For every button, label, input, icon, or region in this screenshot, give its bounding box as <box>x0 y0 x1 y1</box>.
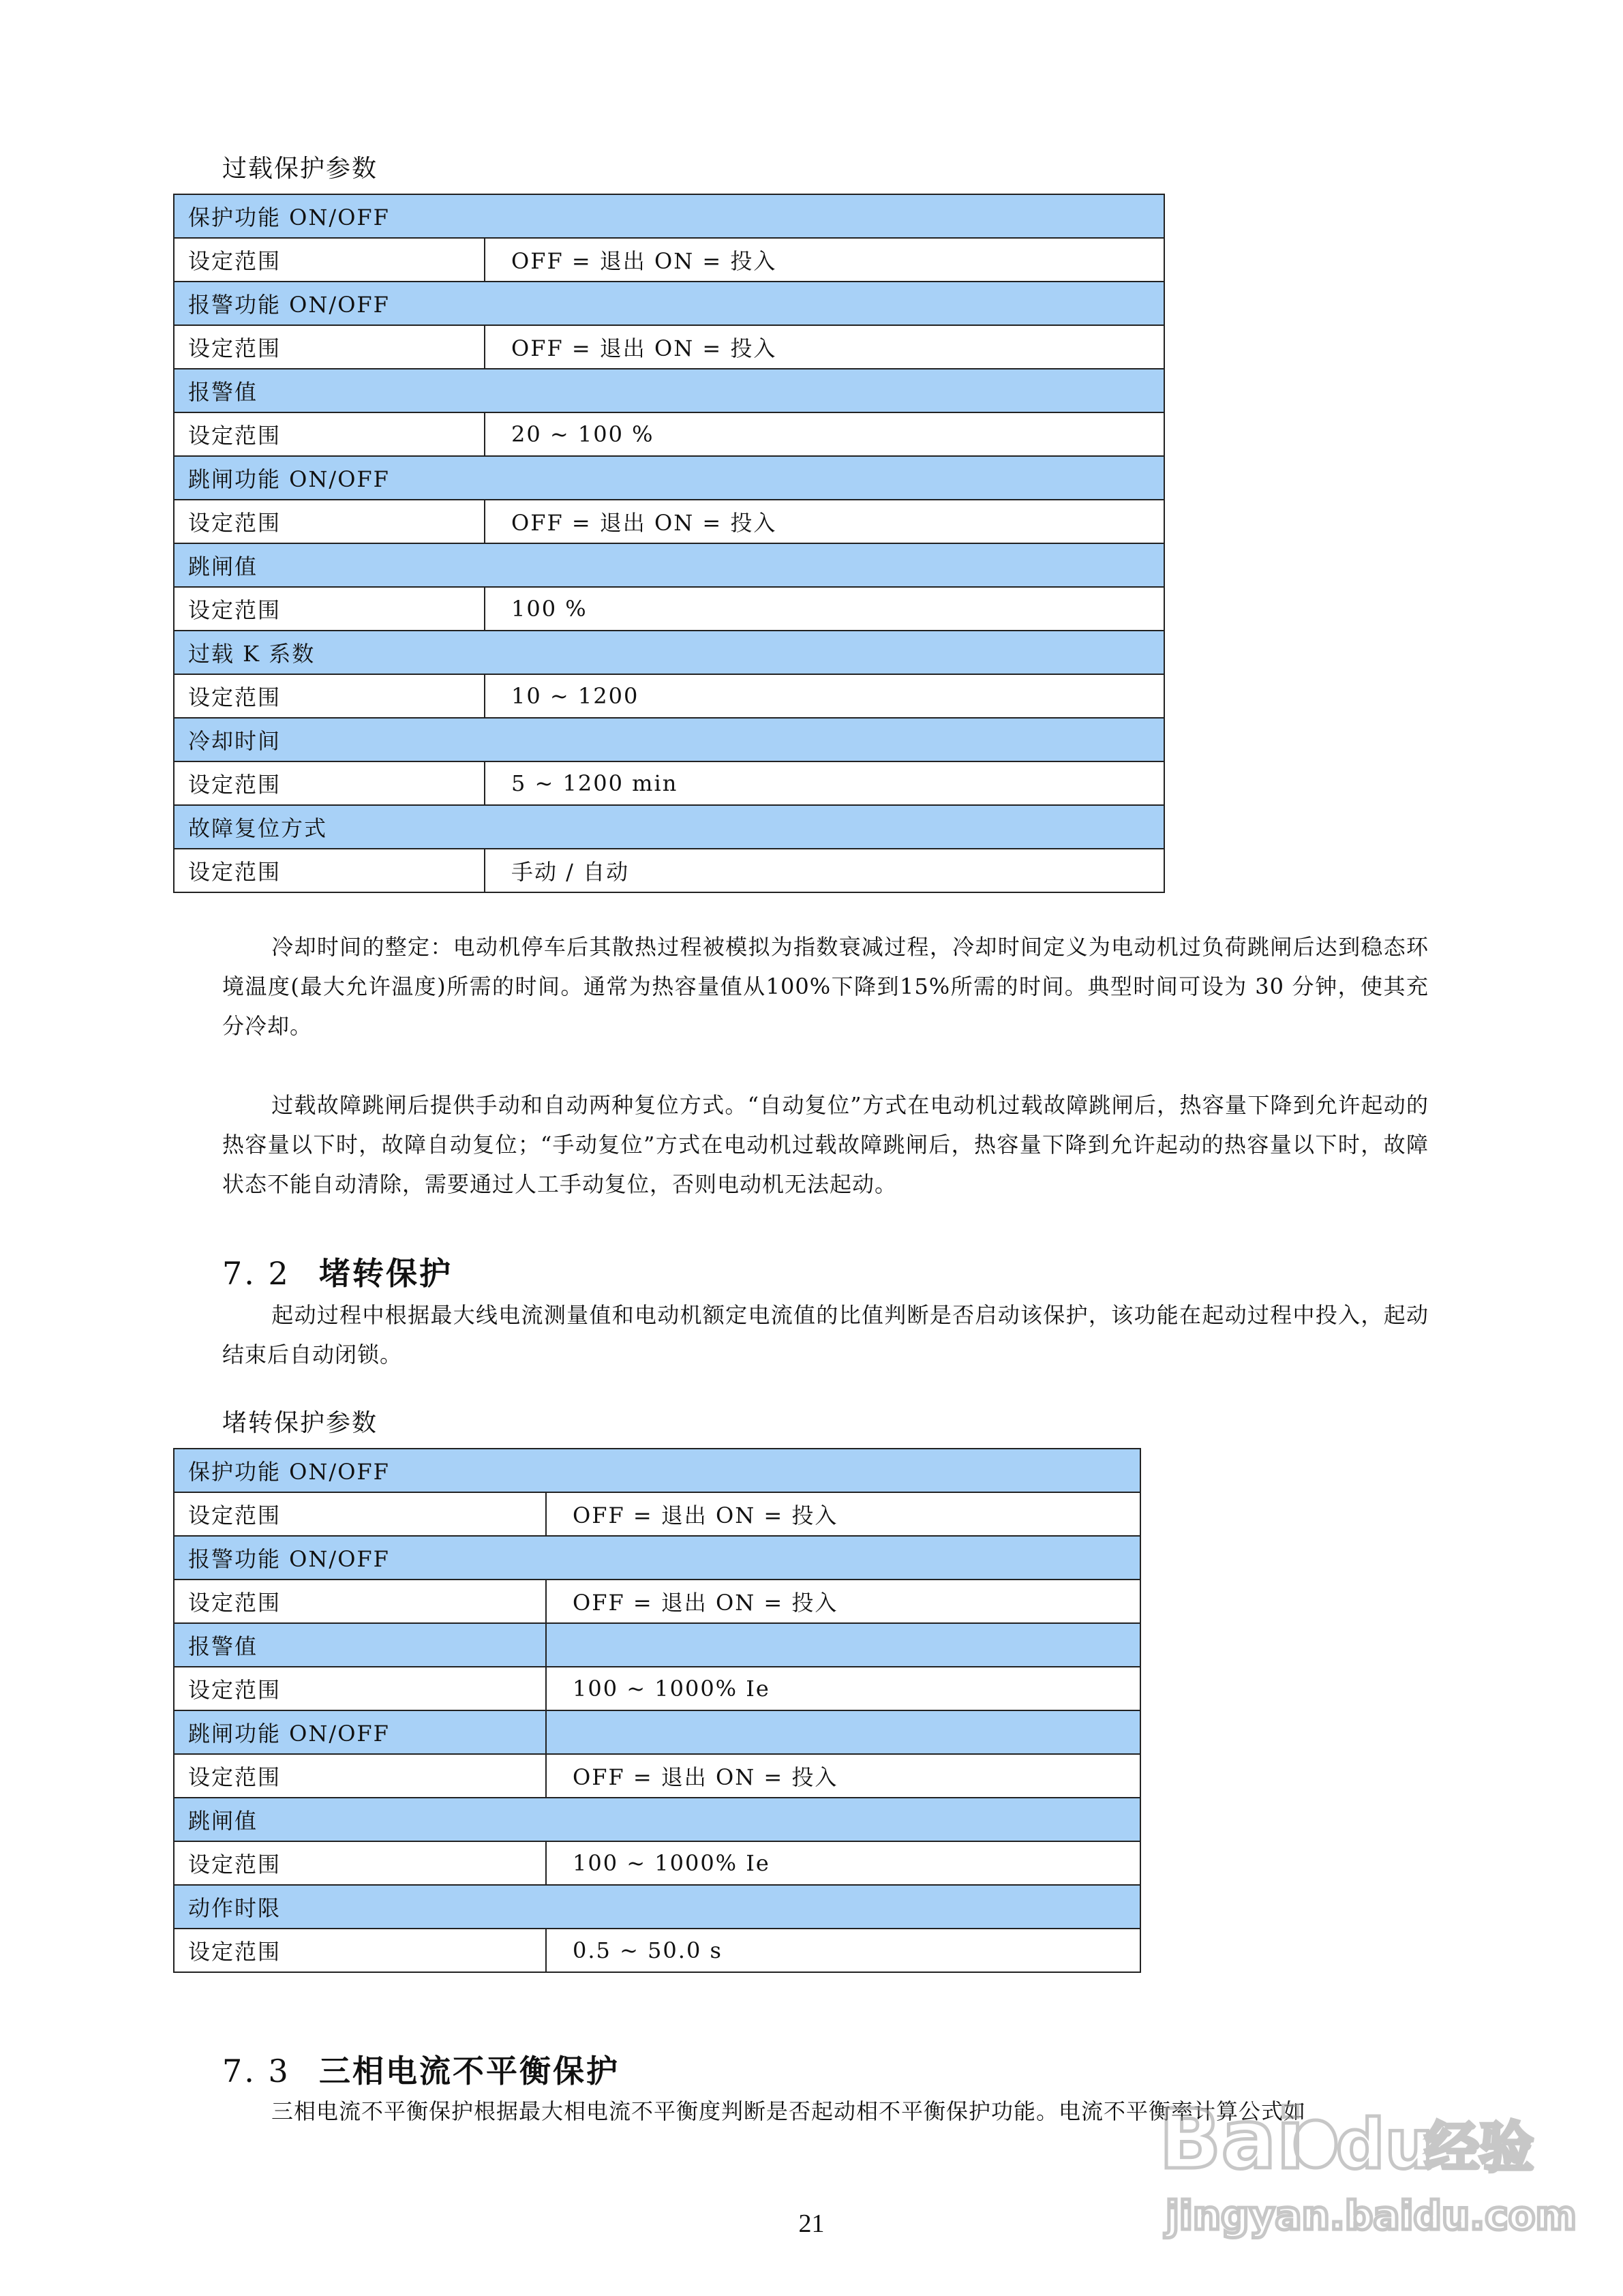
param-name: 跳闸功能 ON/OFF <box>174 456 1164 500</box>
overload-parameter-table <box>173 194 1165 893</box>
section-number: 7. 3 <box>222 2053 290 2089</box>
baidu-jingyan-watermark <box>1152 2086 1577 2243</box>
param-label: 设定范围 <box>174 412 485 456</box>
param-label: 设定范围 <box>174 1492 546 1536</box>
param-label: 设定范围 <box>174 587 485 631</box>
param-value: 手动 / 自动 <box>485 849 1164 892</box>
param-name: 跳闸值 <box>174 1798 1140 1841</box>
table-row <box>174 369 1164 412</box>
param-value: OFF = 退出 ON = 投入 <box>485 238 1164 282</box>
section-heading-7-2 <box>222 1254 453 1293</box>
paragraph-text: 过载故障跳闸后提供手动和自动两种复位方式。“自动复位”方式在电动机过载故障跳闸后，热容量下降到允许起动的热容量以下时，故障自动复位；“手动复位”方式在电动机过载故障跳闸后，热容量下降到允许起动的热容量以下时，故障状态不能自动清除，需要通过人工手动复位，否则电动机无法起动。 <box>222 1092 1429 1197</box>
table-row <box>174 1623 1140 1667</box>
param-name: 故障复位方式 <box>174 805 1164 849</box>
section-number: 7. 2 <box>222 1255 290 1292</box>
param-name: 冷却时间 <box>174 718 1164 761</box>
param-label: 设定范围 <box>174 500 485 543</box>
param-label: 设定范围 <box>174 325 485 369</box>
param-empty-cell <box>546 1623 1140 1667</box>
param-label: 设定范围 <box>174 1580 546 1623</box>
table-row <box>174 1580 1140 1623</box>
param-value: 20 ~ 100 % <box>485 412 1164 456</box>
table-row <box>174 500 1164 543</box>
param-name: 过载 K 系数 <box>174 631 1164 674</box>
param-value: OFF = 退出 ON = 投入 <box>546 1492 1140 1536</box>
section-title: 堵转保护 <box>319 1255 453 1292</box>
paragraph-text: 起动过程中根据最大线电流测量值和电动机额定电流值的比值判断是否启动该保护，该功能在起动过程中投入，起动结束后自动闭锁。 <box>222 1302 1429 1368</box>
page-number: 21 <box>798 2209 825 2238</box>
table-row <box>174 718 1164 761</box>
param-label: 设定范围 <box>174 674 485 718</box>
table-row <box>174 849 1164 892</box>
table-row <box>174 456 1164 500</box>
param-value: 0.5 ~ 50.0 s <box>546 1929 1140 1972</box>
stall-parameter-table <box>173 1448 1141 1973</box>
watermark-cn: 经验 <box>1425 2116 1534 2179</box>
param-value: OFF = 退出 ON = 投入 <box>485 325 1164 369</box>
param-value: 100 % <box>485 587 1164 631</box>
table-row <box>174 1536 1140 1580</box>
table-row <box>174 543 1164 587</box>
overload-table-caption: 过载保护参数 <box>222 155 378 183</box>
param-label: 设定范围 <box>174 1667 546 1710</box>
section-title: 三相电流不平衡保护 <box>319 2053 620 2089</box>
param-value: 10 ~ 1200 <box>485 674 1164 718</box>
watermark-url: jingyan.baidu.com <box>1166 2192 1577 2239</box>
section-heading-7-3 <box>222 2052 620 2090</box>
paragraph-text: 冷却时间的整定：电动机停车后其散热过程被模拟为指数衰减过程，冷却时间定义为电动机过负荷跳闸后达到稳态环境温度(最大允许温度)所需的时间。通常为热容量值从100%下降到15%所需的时间。典型时间可设为 30 分钟，使其充分冷却。 <box>222 934 1429 1039</box>
table-row <box>174 674 1164 718</box>
watermark-brand-2: du <box>1336 2104 1434 2184</box>
table-row <box>174 1885 1140 1929</box>
paragraph-text: 三相电流不平衡保护根据最大相电流不平衡度判断是否起动相不平衡保护功能。电流不平衡率计算公式如 <box>271 2098 1307 2124</box>
table-row <box>174 238 1164 282</box>
param-label: 设定范围 <box>174 238 485 282</box>
table-row <box>174 631 1164 674</box>
paragraph-cooling-time <box>222 927 1429 1046</box>
table-row <box>174 1492 1140 1536</box>
param-label: 设定范围 <box>174 1754 546 1798</box>
table-row <box>174 282 1164 325</box>
stall-table-caption: 堵转保护参数 <box>222 1409 378 1437</box>
param-name: 报警值 <box>174 369 1164 412</box>
table-row <box>174 587 1164 631</box>
table-row <box>174 1929 1140 1972</box>
param-name: 保护功能 ON/OFF <box>174 1449 1140 1492</box>
param-empty-cell <box>546 1710 1140 1754</box>
param-name: 跳闸功能 ON/OFF <box>174 1710 546 1754</box>
paragraph-reset-mode <box>222 1085 1429 1204</box>
param-value: OFF = 退出 ON = 投入 <box>485 500 1164 543</box>
param-value: OFF = 退出 ON = 投入 <box>546 1754 1140 1798</box>
table-row <box>174 761 1164 805</box>
param-label: 设定范围 <box>174 1929 546 1972</box>
param-label: 设定范围 <box>174 1841 546 1885</box>
table-row <box>174 1449 1140 1492</box>
table-row <box>174 412 1164 456</box>
table-row <box>174 325 1164 369</box>
table-row <box>174 194 1164 238</box>
param-value: 100 ~ 1000% Ie <box>546 1667 1140 1710</box>
param-name: 报警功能 ON/OFF <box>174 282 1164 325</box>
param-value: OFF = 退出 ON = 投入 <box>546 1580 1140 1623</box>
param-value: 5 ~ 1200 min <box>485 761 1164 805</box>
table-row <box>174 1841 1140 1885</box>
param-name: 跳闸值 <box>174 543 1164 587</box>
table-row <box>174 1754 1140 1798</box>
table-row <box>174 1710 1140 1754</box>
paragraph-stall-intro <box>222 1295 1429 1374</box>
watermark-brand: Bai <box>1159 2093 1305 2188</box>
table-row <box>174 805 1164 849</box>
param-name: 报警值 <box>174 1623 546 1667</box>
param-label: 设定范围 <box>174 761 485 805</box>
param-name: 动作时限 <box>174 1885 1140 1929</box>
param-value: 100 ~ 1000% Ie <box>546 1841 1140 1885</box>
param-name: 保护功能 ON/OFF <box>174 194 1164 238</box>
table-row <box>174 1667 1140 1710</box>
param-label: 设定范围 <box>174 849 485 892</box>
table-row <box>174 1798 1140 1841</box>
param-name: 报警功能 ON/OFF <box>174 1536 1140 1580</box>
